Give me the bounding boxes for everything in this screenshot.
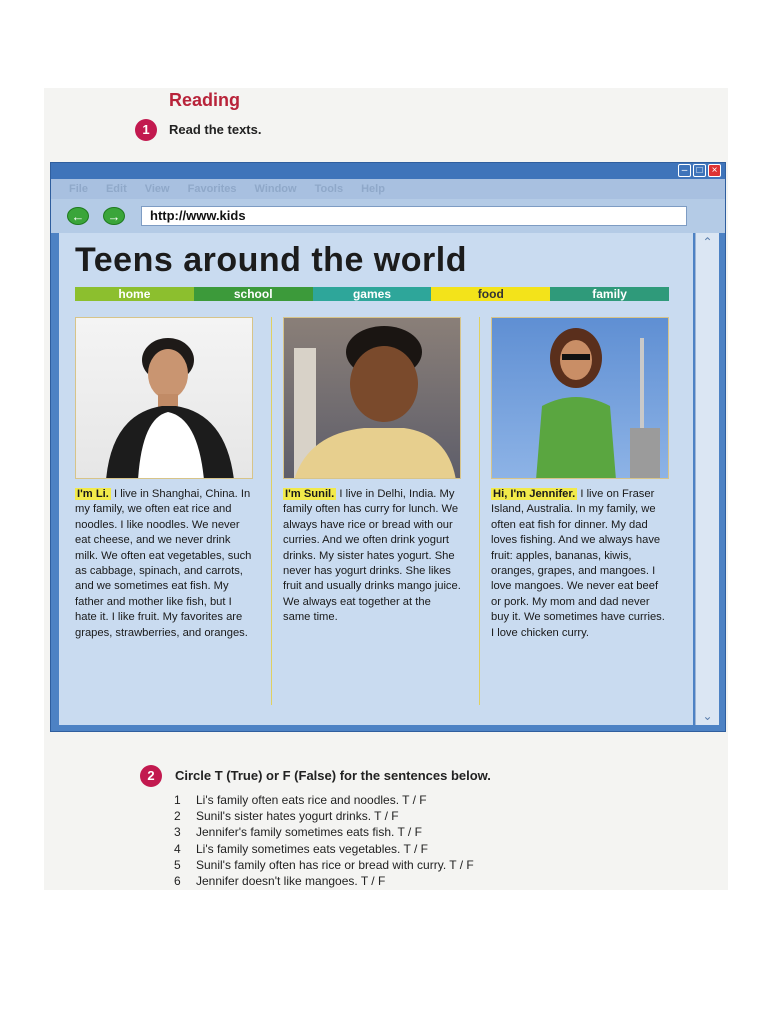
person-photo-sunil	[284, 318, 461, 479]
photo-sunil	[283, 317, 461, 479]
url-input[interactable]: http://www.kids	[141, 206, 687, 226]
menu-help[interactable]: Help	[361, 183, 385, 195]
profile-li-intro: I'm Li.	[77, 488, 109, 500]
menu-edit[interactable]: Edit	[105, 183, 127, 195]
scrollbar[interactable]	[695, 233, 719, 725]
profile-sunil	[283, 317, 461, 626]
exercise-2-instruction: Circle T (True) or F (False) for the sentences below.	[175, 768, 491, 783]
address-bar	[51, 199, 725, 233]
profile-jennifer-body: I live on Fraser Island, Australia. In my family, we often eat fish for dinner. My dad loves fishing. And we always have fruit: apples, bananas, kiwis, oranges, grapes, and mangoes. I love mangoes. We never eat beef or pork. My mom and dad never buy it. We sometimes have curries. I love chicken curry.	[491, 488, 665, 639]
item-number: 4	[174, 841, 181, 856]
menu-view[interactable]: View	[144, 183, 170, 195]
list-item	[174, 792, 714, 808]
browser-window	[50, 162, 726, 732]
menu-window[interactable]: Window	[254, 183, 297, 195]
profile-jennifer-intro: Hi, I'm Jennifer.	[493, 488, 576, 500]
column-divider	[479, 317, 480, 705]
item-text: Jennifer doesn't like mangoes. T / F	[196, 874, 386, 889]
profile-li-body: I live in Shanghai, China. In my family, we often eat rice and noodles. I like noodles. We never eat cheese, and we never drink milk. We often eat vegetables, such as cabbage, spinach, and carrots, and we sometimes eat fish. My father and mother like fish, but I hate it. I like fruit. My favorites are grapes, strawberries, and oranges.	[75, 488, 252, 639]
list-item	[174, 841, 714, 857]
profile-sunil-text	[283, 487, 461, 626]
photo-li	[75, 317, 253, 479]
item-text: Sunil's sister hates yogurt drinks. T / F	[196, 809, 399, 824]
menu-favorites[interactable]: Favorites	[187, 183, 237, 195]
item-number: 6	[174, 874, 181, 889]
true-false-list	[174, 792, 714, 889]
profile-li	[75, 317, 253, 641]
list-item	[174, 857, 714, 873]
item-number: 3	[174, 825, 181, 840]
list-item	[174, 824, 714, 840]
tab-school[interactable]: school	[194, 287, 313, 301]
photo-jennifer	[491, 317, 669, 479]
forward-button[interactable]	[103, 207, 125, 225]
item-number: 2	[174, 809, 181, 824]
list-item	[174, 873, 714, 889]
menu-tools[interactable]: Tools	[314, 183, 344, 195]
list-item	[174, 808, 714, 824]
item-text: Jennifer's family sometimes eats fish. T / F	[196, 825, 422, 840]
tab-food[interactable]: food	[431, 287, 550, 301]
page-title: Teens around the world	[75, 241, 467, 279]
site-nav	[75, 287, 669, 301]
arrow-right-icon: →	[107, 209, 121, 224]
exercise-1-instruction: Read the texts.	[169, 122, 262, 137]
window-controls	[678, 164, 721, 177]
tab-family[interactable]: family	[550, 287, 669, 301]
exercise-2-number: 2	[140, 765, 162, 787]
profile-li-text	[75, 487, 253, 641]
item-text: Li's family often eats rice and noodles. T / F	[196, 793, 427, 807]
profile-jennifer-text	[491, 487, 669, 641]
tab-games[interactable]: games	[313, 287, 432, 301]
maximize-icon[interactable]: □	[693, 164, 706, 177]
window-titlebar	[51, 163, 725, 179]
close-icon[interactable]: ×	[708, 164, 721, 177]
person-photo-li	[76, 318, 253, 479]
profile-sunil-body: I live in Delhi, India. My family often has curry for lunch. We always have rice or bread with our curries. And we often drink yogurt drinks. My sister hates yogurt. She never has yogurt drinks. She likes fruit and usually drinks mango juice. We always eat together at the same time.	[283, 488, 461, 624]
person-photo-jennifer	[492, 318, 669, 479]
back-button[interactable]	[67, 207, 89, 225]
minimize-icon[interactable]: –	[678, 164, 691, 177]
column-divider	[271, 317, 272, 705]
menu-bar	[51, 179, 725, 199]
arrow-left-icon: ←	[71, 209, 85, 224]
tab-home[interactable]: home	[75, 287, 194, 301]
webpage-content	[59, 233, 693, 725]
scroll-down-icon[interactable]: ⌄	[702, 709, 713, 723]
scroll-up-icon[interactable]: ⌃	[702, 235, 713, 249]
section-title: Reading	[169, 90, 241, 110]
item-text: Sunil's family often has rice or bread with curry. T / F	[196, 857, 474, 872]
profile-jennifer	[491, 317, 669, 641]
item-number: 1	[174, 793, 181, 807]
profile-sunil-intro: I'm Sunil.	[285, 488, 335, 500]
menu-file[interactable]: File	[69, 183, 88, 195]
exercise-1-number: 1	[135, 119, 157, 141]
item-number: 5	[174, 857, 181, 872]
item-text: Li's family sometimes eats vegetables. T / F	[196, 841, 428, 856]
